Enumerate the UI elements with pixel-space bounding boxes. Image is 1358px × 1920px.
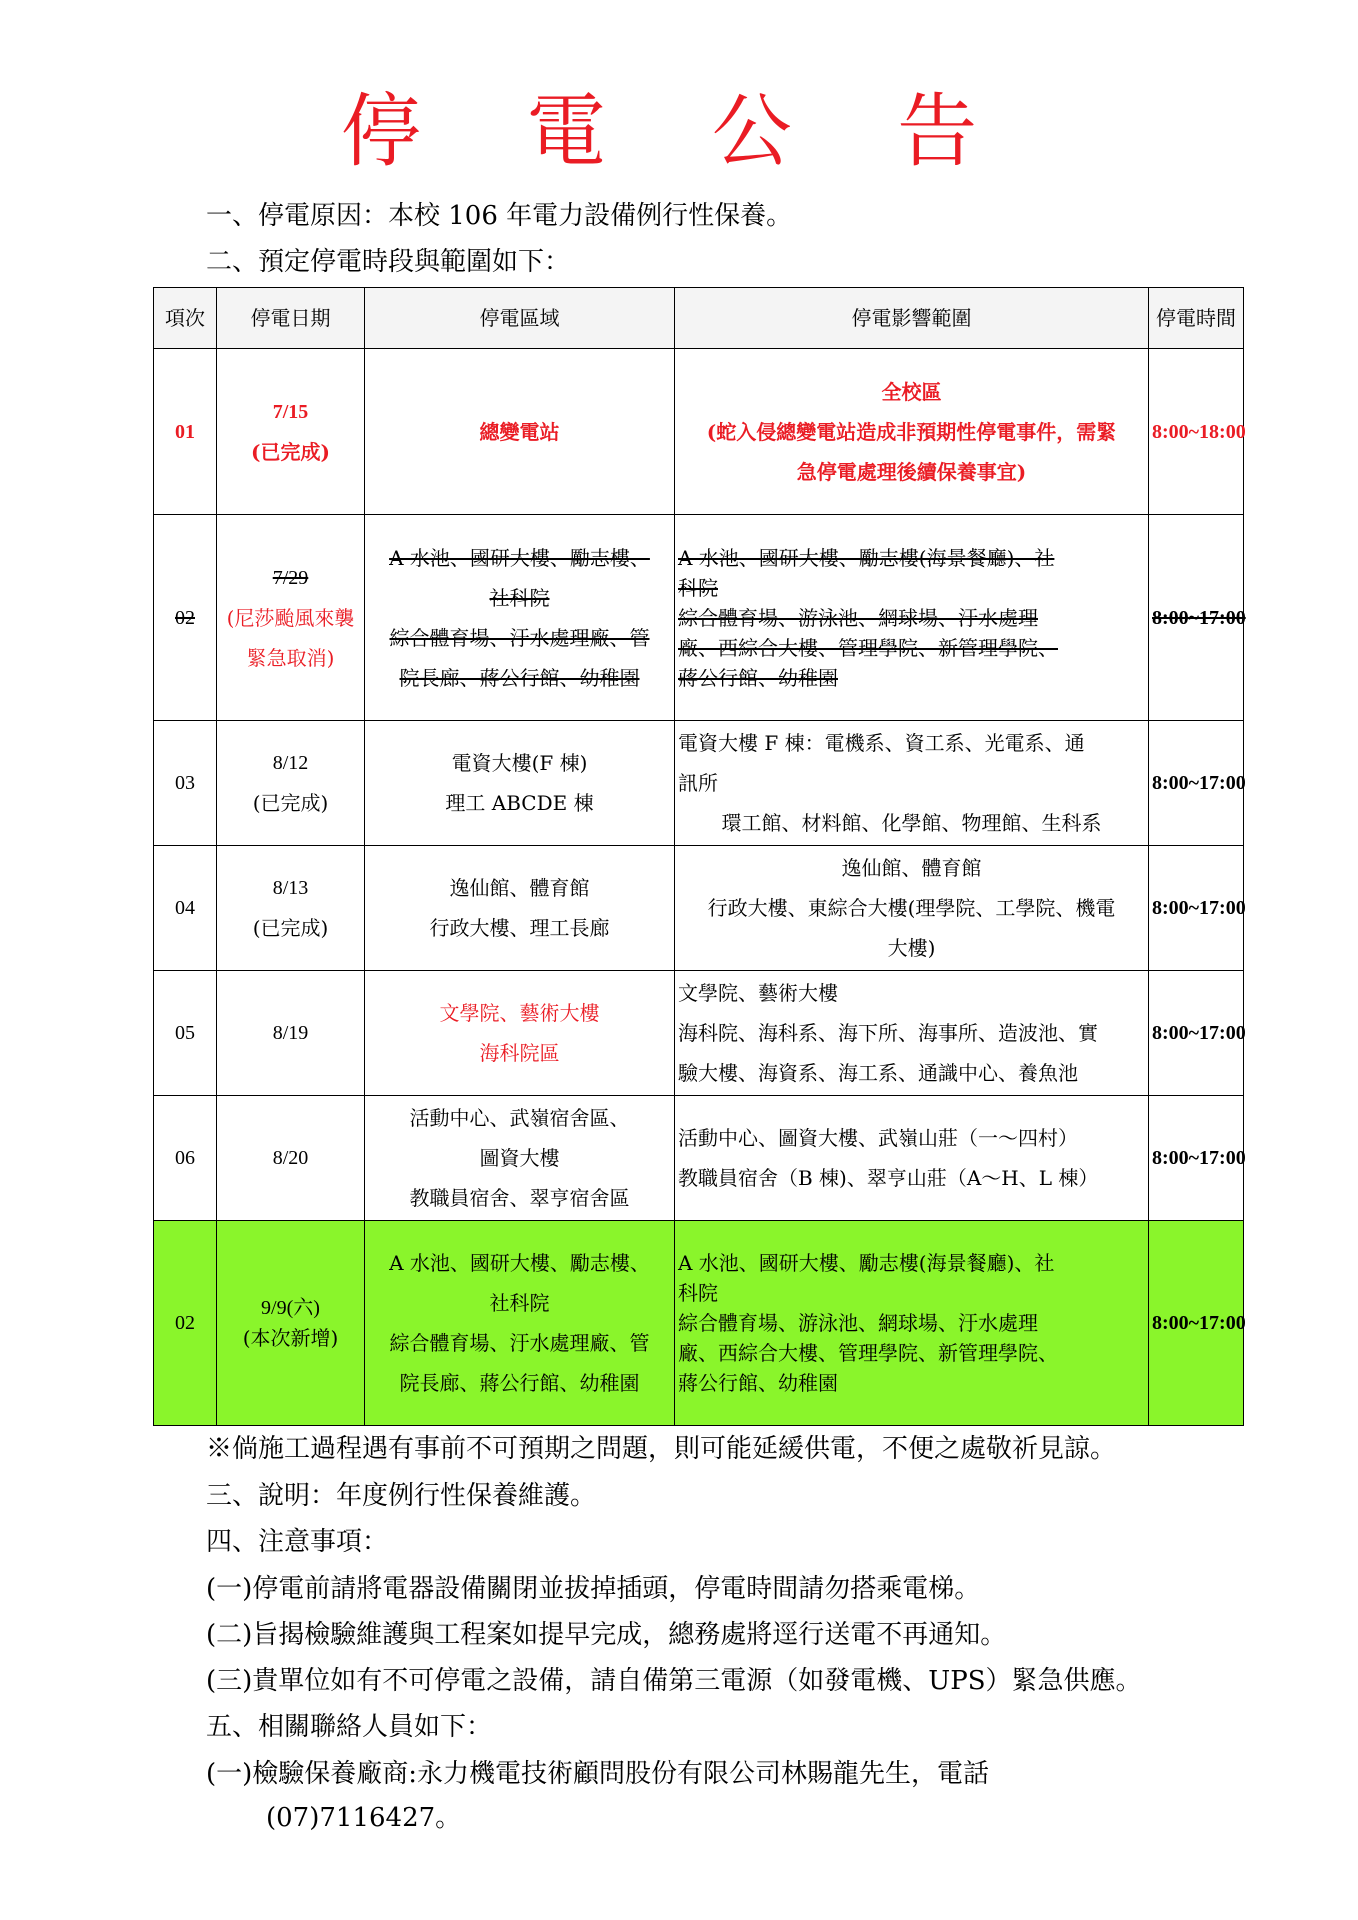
table-row xyxy=(154,349,1244,515)
note-precaution-2: (二)旨揭檢驗維護與工程案如提早完成，總務處將逕行送電不再通知。 xyxy=(206,1620,1007,1650)
row-area: A 水池、國研大樓、勵志樓、 社科院 綜合體育場、汙水處理廠、管 院長廊、蔣公行館、幼稚園 xyxy=(365,515,675,721)
header-time: 停電時間 xyxy=(1149,288,1244,349)
note-contacts-heading: 五、相關聯絡人員如下： xyxy=(206,1712,493,1742)
row-scope: 逸仙館、體育館 行政大樓、東綜合大樓(理學院、工學院、機電 大樓) xyxy=(675,846,1149,971)
row-item-no: 02 xyxy=(154,515,217,721)
row-item-no: 05 xyxy=(154,971,217,1096)
row-item-no: 02 xyxy=(154,1221,217,1426)
table-row xyxy=(154,1096,1244,1221)
note-description: 三、說明：年度例行性保養維護。 xyxy=(206,1481,597,1511)
row-item-no: 03 xyxy=(154,721,217,846)
table-row-highlighted xyxy=(154,1221,1244,1426)
row-date: 7/29 (尼莎颱風來襲 緊急取消) xyxy=(217,515,365,721)
row-scope: 文學院、藝術大樓 海科院、海科系、海下所、海事所、造波池、實 驗大樓、海資系、海工系、通識中心、養魚池 xyxy=(675,971,1149,1096)
row-date: 8/12 (已完成) xyxy=(217,721,365,846)
row-area: 總變電站 xyxy=(365,349,675,515)
schedule-heading: 二、預定停電時段與範圍如下： xyxy=(206,247,571,277)
table-row xyxy=(154,846,1244,971)
row-date: 8/20 xyxy=(217,1096,365,1221)
row-scope: A 水池、國研大樓、勵志樓(海景餐廳)、社 科院 綜合體育場、游泳池、網球場、汙水處理 廠、西綜合大樓、管理學院、新管理學院、 蔣公行館、幼稚園 xyxy=(675,515,1149,721)
note-precautions-heading: 四、注意事項： xyxy=(206,1527,389,1557)
note-precaution-1: (一)停電前請將電器設備關閉並拔掉插頭，停電時間請勿搭乘電梯。 xyxy=(206,1574,981,1604)
row-time: 8:00~17:00 xyxy=(1149,515,1244,721)
row-time: 8:00~17:00 xyxy=(1149,1096,1244,1221)
table-row xyxy=(154,971,1244,1096)
table-header-row xyxy=(154,288,1244,349)
row-date: 7/15 (已完成) xyxy=(217,349,365,515)
note-contact-1: (一)檢驗保養廠商:永力機電技術顧問股份有限公司林賜龍先生，電話 xyxy=(206,1759,990,1789)
header-item-no: 項次 xyxy=(154,288,217,349)
row-item-no: 06 xyxy=(154,1096,217,1221)
row-scope: 全校區 (蛇入侵總變電站造成非預期性停電事件，需緊 急停電處理後續保養事宜) xyxy=(675,349,1149,515)
row-time: 8:00~17:00 xyxy=(1149,971,1244,1096)
outage-schedule-table xyxy=(153,287,1244,1426)
row-time: 8:00~17:00 xyxy=(1149,1221,1244,1426)
row-area: 文學院、藝術大樓 海科院區 xyxy=(365,971,675,1096)
row-scope: 活動中心、圖資大樓、武嶺山莊（一～四村） 教職員宿舍（B 棟)、翠亨山莊（A～H、L 棟） xyxy=(675,1096,1149,1221)
header-area: 停電區域 xyxy=(365,288,675,349)
row-scope: A 水池、國研大樓、勵志樓(海景餐廳)、社 科院 綜合體育場、游泳池、網球場、汙水處理 廠、西綜合大樓、管理學院、新管理學院、 蔣公行館、幼稚園 xyxy=(675,1221,1149,1426)
row-scope: 電資大樓 F 棟：電機系、資工系、光電系、通 訊所 環工館、材料館、化學館、物理館、生科系 xyxy=(675,721,1149,846)
row-item-no: 01 xyxy=(154,349,217,515)
row-item-no: 04 xyxy=(154,846,217,971)
row-area: A 水池、國研大樓、勵志樓、 社科院 綜合體育場、汙水處理廠、管 院長廊、蔣公行館、幼稚園 xyxy=(365,1221,675,1426)
row-area: 活動中心、武嶺宿舍區、 圖資大樓 教職員宿舍、翠亨宿舍區 xyxy=(365,1096,675,1221)
table-row xyxy=(154,721,1244,846)
row-time: 8:00~17:00 xyxy=(1149,721,1244,846)
header-scope: 停電影響範圍 xyxy=(675,288,1149,349)
row-time: 8:00~17:00 xyxy=(1149,846,1244,971)
page-title: 停 電 公 告 xyxy=(340,85,1018,178)
delay-warning: ※倘施工過程遇有事前不可預期之問題，則可能延緩供電，不便之處敬祈見諒。 xyxy=(206,1434,1117,1464)
note-precaution-3: (三)貴單位如有不可停電之設備，請自備第三電源（如發電機、UPS）緊急供應。 xyxy=(206,1666,1142,1696)
row-date: 9/9(六) (本次新增) xyxy=(217,1221,365,1426)
header-date: 停電日期 xyxy=(217,288,365,349)
row-area: 電資大樓(F 棟) 理工 ABCDE 棟 xyxy=(365,721,675,846)
row-time: 8:00~18:00 xyxy=(1149,349,1244,515)
outage-reason: 一、停電原因：本校 106 年電力設備例行性保養。 xyxy=(206,201,793,231)
note-contact-1-phone: (07)7116427。 xyxy=(266,1803,462,1833)
row-date: 8/13 (已完成) xyxy=(217,846,365,971)
row-area: 逸仙館、體育館 行政大樓、理工長廊 xyxy=(365,846,675,971)
table-row xyxy=(154,515,1244,721)
row-date: 8/19 xyxy=(217,971,365,1096)
